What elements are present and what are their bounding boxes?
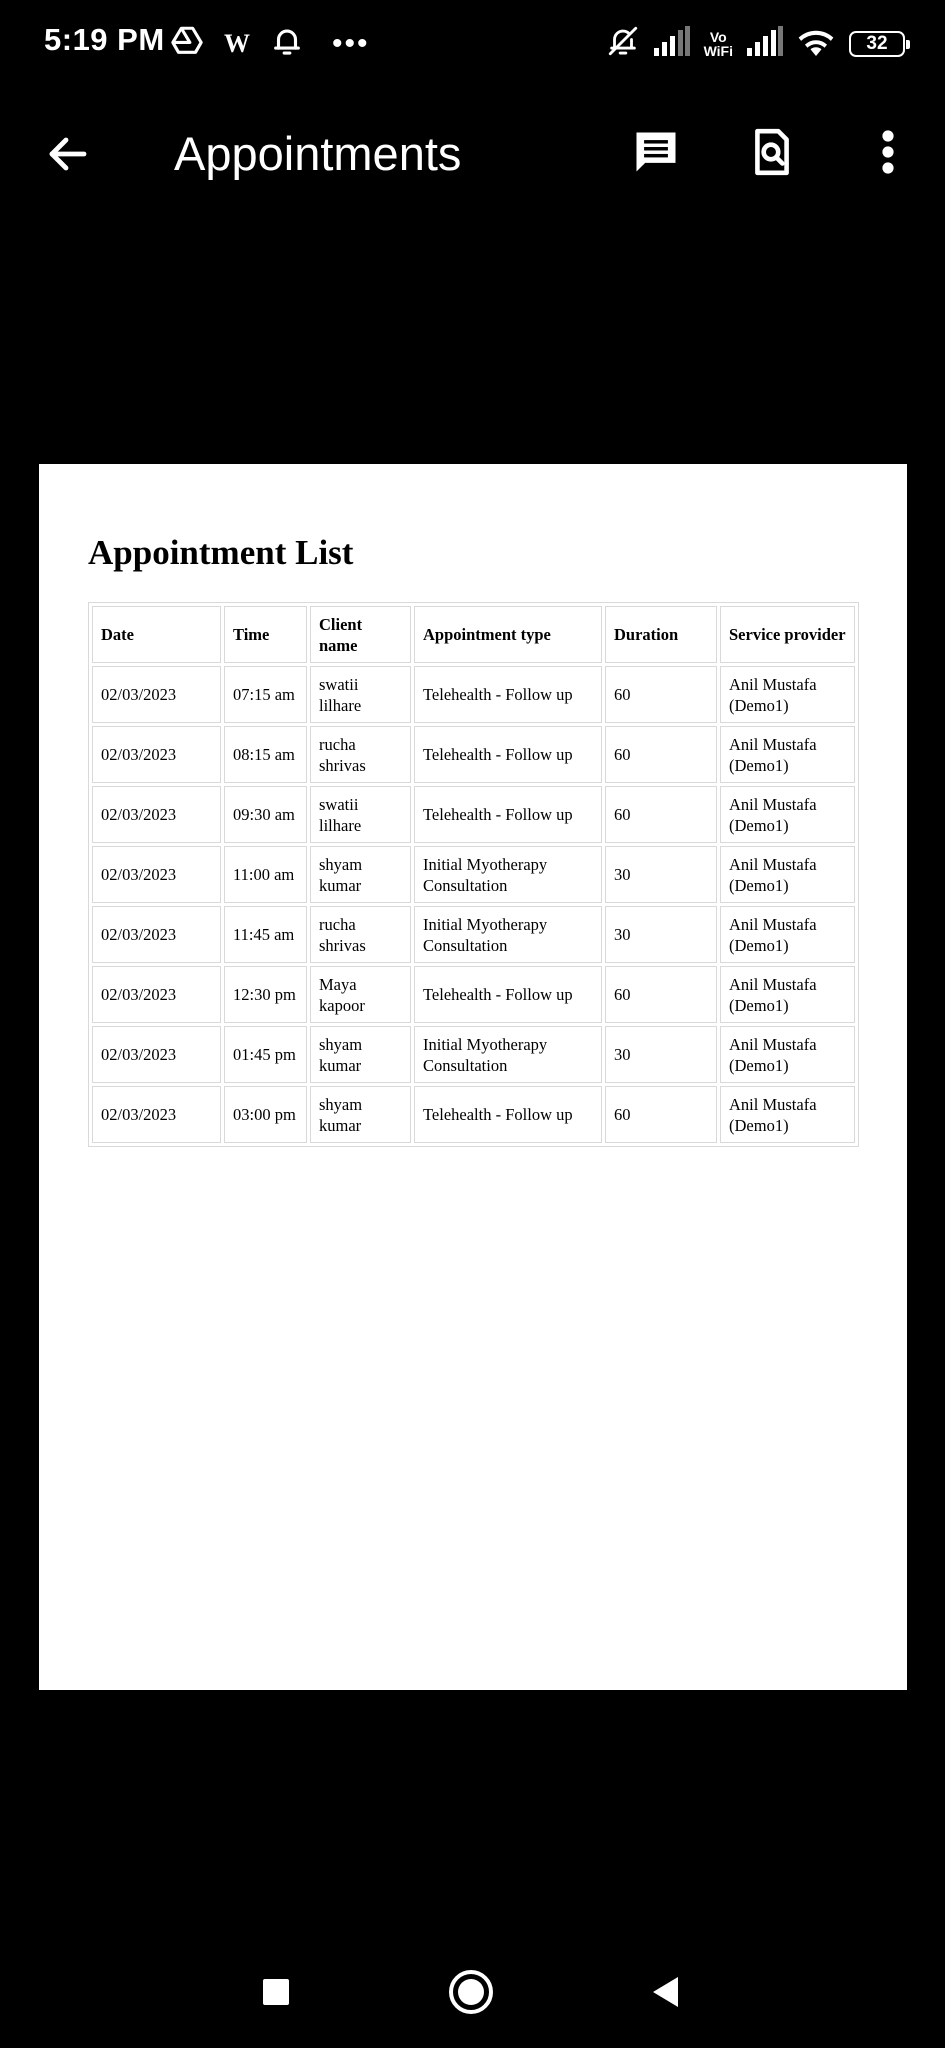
find-in-page-icon [747,126,797,178]
table-row [92,966,855,1023]
cell-service-provider: Anil Mustafa (Demo1) [720,726,855,783]
cell-appointment-type: Initial Myotherapy Consultation [414,906,602,963]
cell-duration: 30 [605,1026,717,1083]
table-row [92,1026,855,1083]
table-row [92,726,855,783]
more-notifications-icon: ••• [332,26,370,60]
square-icon [261,1977,291,2007]
table-row [92,786,855,843]
cell-client-name: shyam kumar [310,846,411,903]
cell-time: 03:00 pm [224,1086,307,1143]
signal-icon [654,26,690,61]
cell-date: 02/03/2023 [92,726,221,783]
cell-time: 09:30 am [224,786,307,843]
cell-time: 11:45 am [224,906,307,963]
signal-icon-2 [747,26,783,61]
back-button[interactable] [44,130,92,178]
page-title: Appointments [174,127,462,180]
app-bar [0,110,945,196]
document-page[interactable] [39,464,907,1690]
cell-duration: 30 [605,906,717,963]
cell-time: 08:15 am [224,726,307,783]
bell-icon [270,24,304,63]
system-nav-bar [0,1950,945,2030]
vowifi-top-label: Vo [709,28,727,45]
cell-date: 02/03/2023 [92,846,221,903]
appointment-table [88,602,859,1147]
cell-appointment-type: Initial Myotherapy Consultation [414,1026,602,1083]
triangle-back-icon [648,1974,684,2010]
battery-icon: 32 [849,31,905,57]
document-title: Appointment List [88,533,354,572]
cell-appointment-type: Telehealth - Follow up [414,966,602,1023]
cell-service-provider: Anil Mustafa (Demo1) [720,846,855,903]
cell-duration: 60 [605,666,717,723]
cell-client-name: rucha shrivas [310,726,411,783]
cell-date: 02/03/2023 [92,966,221,1023]
cell-appointment-type: Initial Myotherapy Consultation [414,846,602,903]
cell-client-name: shyam kumar [310,1026,411,1083]
comments-button[interactable] [628,124,684,180]
cell-service-provider: Anil Mustafa (Demo1) [720,966,855,1023]
comment-icon [630,126,682,178]
cell-time: 07:15 am [224,666,307,723]
w-app-icon: W [224,28,250,58]
muted-bell-icon [606,24,640,63]
cell-duration: 60 [605,1086,717,1143]
cell-client-name: swatii lilhare [310,786,411,843]
status-system-icons [606,24,905,63]
cell-date: 02/03/2023 [92,666,221,723]
cell-service-provider: Anil Mustafa (Demo1) [720,1026,855,1083]
cell-client-name: swatii lilhare [310,666,411,723]
cell-date: 02/03/2023 [92,1026,221,1083]
cell-date: 02/03/2023 [92,786,221,843]
back-nav-button[interactable] [642,1968,690,2016]
table-row [92,666,855,723]
cell-service-provider: Anil Mustafa (Demo1) [720,906,855,963]
cell-appointment-type: Telehealth - Follow up [414,726,602,783]
cell-appointment-type: Telehealth - Follow up [414,666,602,723]
column-header-time: Time [224,606,307,663]
find-in-document-button[interactable] [744,124,800,180]
circle-home-icon [447,1968,495,2016]
more-options-button[interactable] [860,124,916,180]
column-header-client-name: Client name [310,606,411,663]
wifi-icon [797,26,835,61]
cell-time: 12:30 pm [224,966,307,1023]
vowifi-bottom-label: WiFi [703,42,733,59]
cell-service-provider: Anil Mustafa (Demo1) [720,666,855,723]
cell-appointment-type: Telehealth - Follow up [414,786,602,843]
arrow-left-icon [44,130,92,178]
cell-service-provider: Anil Mustafa (Demo1) [720,786,855,843]
cell-service-provider: Anil Mustafa (Demo1) [720,1086,855,1143]
table-header-row [92,606,855,663]
cell-date: 02/03/2023 [92,906,221,963]
cell-time: 01:45 pm [224,1026,307,1083]
status-bar [0,0,945,84]
cell-client-name: shyam kumar [310,1086,411,1143]
status-time: 5:19 PM [44,22,165,57]
column-header-date: Date [92,606,221,663]
table-row [92,1086,855,1143]
recents-button[interactable] [252,1968,300,2016]
cell-duration: 60 [605,786,717,843]
column-header-service-provider: Service provider [720,606,855,663]
column-header-appointment-type: Appointment type [414,606,602,663]
cell-client-name: rucha shrivas [310,906,411,963]
cell-time: 11:00 am [224,846,307,903]
cell-client-name: Maya kapoor [310,966,411,1023]
table-row [92,846,855,903]
vowifi-icon [704,30,733,58]
cell-date: 02/03/2023 [92,1086,221,1143]
cell-duration: 60 [605,726,717,783]
table-row [92,906,855,963]
more-vert-icon [878,128,898,176]
status-notification-icons [170,24,370,63]
column-header-duration: Duration [605,606,717,663]
cell-duration: 60 [605,966,717,1023]
home-button[interactable] [447,1968,495,2016]
cell-duration: 30 [605,846,717,903]
cell-appointment-type: Telehealth - Follow up [414,1086,602,1143]
drive-icon [170,24,204,63]
